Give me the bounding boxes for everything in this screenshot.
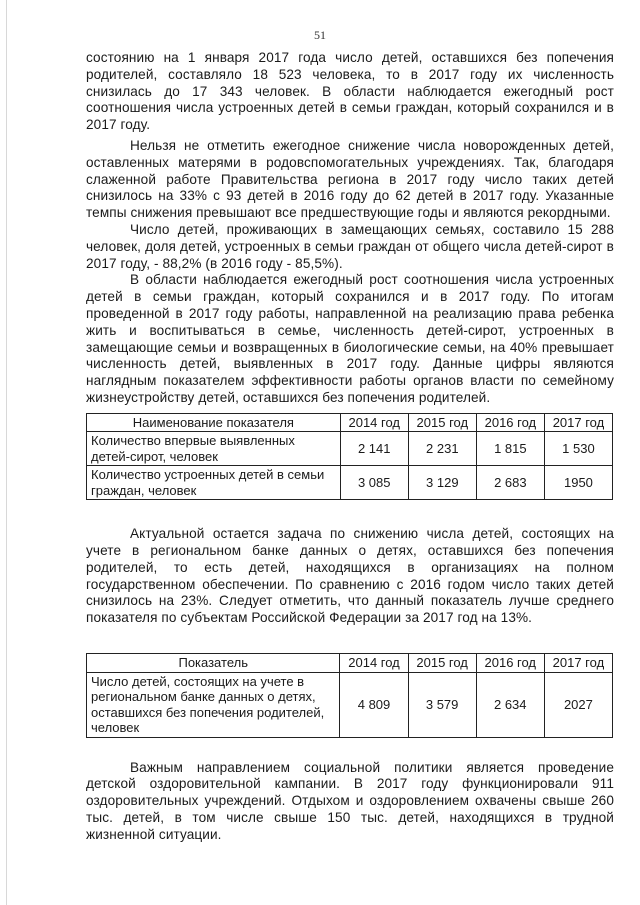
scan-edge-line (6, 0, 7, 905)
table-cell: 2 683 (476, 466, 544, 500)
document-body (86, 50, 614, 844)
table-header-year: 2015 год (408, 413, 476, 432)
table-row (87, 466, 613, 500)
table-databank-stats (86, 653, 613, 738)
table-header-year: 2015 год (408, 654, 476, 673)
table-header-year: 2016 год (476, 413, 544, 432)
table-header-row (87, 413, 613, 432)
table-header-name: Показатель (87, 654, 340, 673)
table-orphans-stats (86, 413, 613, 501)
paragraph-1: состоянию на 1 января 2017 года число детей, оставшихся без попечения родителей, составляло 18 523 человека, то в 2017 году их численность снизилась до 17 343 человек. В области наблюдается ежегодный рост соотношения числа устроенных детей в семьи граждан, который сохранился и в 2017 году. (86, 50, 614, 133)
table-header-row (87, 654, 613, 673)
table-cell: 3 085 (340, 466, 408, 500)
table-header-year: 2017 год (544, 654, 612, 673)
table-row-label: Число детей, состоящих на учете в региональном банке данных о детях, оставшихся без попечения родителей, человек (87, 672, 340, 737)
table-header-year: 2016 год (476, 654, 544, 673)
table-cell: 1 815 (476, 432, 544, 466)
table-header-name: Наименование показателя (87, 413, 341, 432)
table-cell: 2027 (544, 672, 612, 737)
paragraph-4: В области наблюдается ежегодный рост соотношения числа устроенных детей в семьи граждан, который сохранился и в 2017 году. По итогам проведенной в 2017 году работы, направленной на реализацию права ребенка жить и воспитываться в семье, численность детей-сирот, устроенных в замещающие семьи и возвращенных в биологические семьи, на 40% превышает численность детей, выявленных в 2017 году. Данные цифры являются наглядным показателем эффективности работы органов власти по семейному жизнеустройству детей, оставшихся без попечения родителей. (86, 272, 614, 405)
table-row (87, 432, 613, 466)
table-cell: 2 634 (476, 672, 544, 737)
table-row (87, 672, 613, 737)
paragraph-3: Число детей, проживающих в замещающих семьях, составило 15 288 человек, доля детей, устроенных в семьи граждан от общего числа детей-сирот в 2017 году, - 88,2% (в 2016 году - 85,5%). (86, 221, 614, 271)
page-number: 51 (314, 28, 326, 42)
table-header-year: 2017 год (544, 413, 612, 432)
paragraph-5: Актуальной остается задача по снижению числа детей, состоящих на учете в региональном банке данных о детях, оставшихся без попечения родителей, то есть детей, находящихся в организациях на полном государственном обеспечении. По сравнению с 2016 годом число таких детей снизилось на 23%. Следует отметить, что данный показатель лучше среднего показателя по субъектам Российской Федерации за 2017 год на 13%. (86, 526, 614, 626)
table-cell: 2 231 (408, 432, 476, 466)
paragraph-6: Важным направлением социальной политики является проведение детской оздоровительной кампании. В 2017 году функционировали 911 оздоровительных учреждений. Отдыхом и оздоровлением охвачены свыше 260 тыс. детей, в том числе свыше 150 тыс. детей, находящихся в трудной жизненной ситуации. (86, 759, 614, 842)
table-row-label: Количество устроенных детей в семьи граждан, человек (87, 466, 341, 500)
table-cell: 1950 (544, 466, 612, 500)
table-cell: 3 579 (408, 672, 476, 737)
table-header-year: 2014 год (340, 413, 408, 432)
table-cell: 4 809 (340, 672, 408, 737)
table-cell: 1 530 (544, 432, 612, 466)
table-row-label: Количество впервые выявленных детей-сирот, человек (87, 432, 341, 466)
table-cell: 2 141 (340, 432, 408, 466)
paragraph-2: Нельзя не отметить ежегодное снижение числа новорожденных детей, оставленных матерями в родовспомогательных учреждениях. Так, благодаря слаженной работе Правительства региона в 2017 году число таких детей снизилось на 33% с 93 детей в 2016 году до 62 детей в 2017 году. Указанные темпы снижения превышают все предшествующие годы и являются рекордными. (86, 137, 614, 221)
table-cell: 3 129 (408, 466, 476, 500)
table-header-year: 2014 год (340, 654, 408, 673)
